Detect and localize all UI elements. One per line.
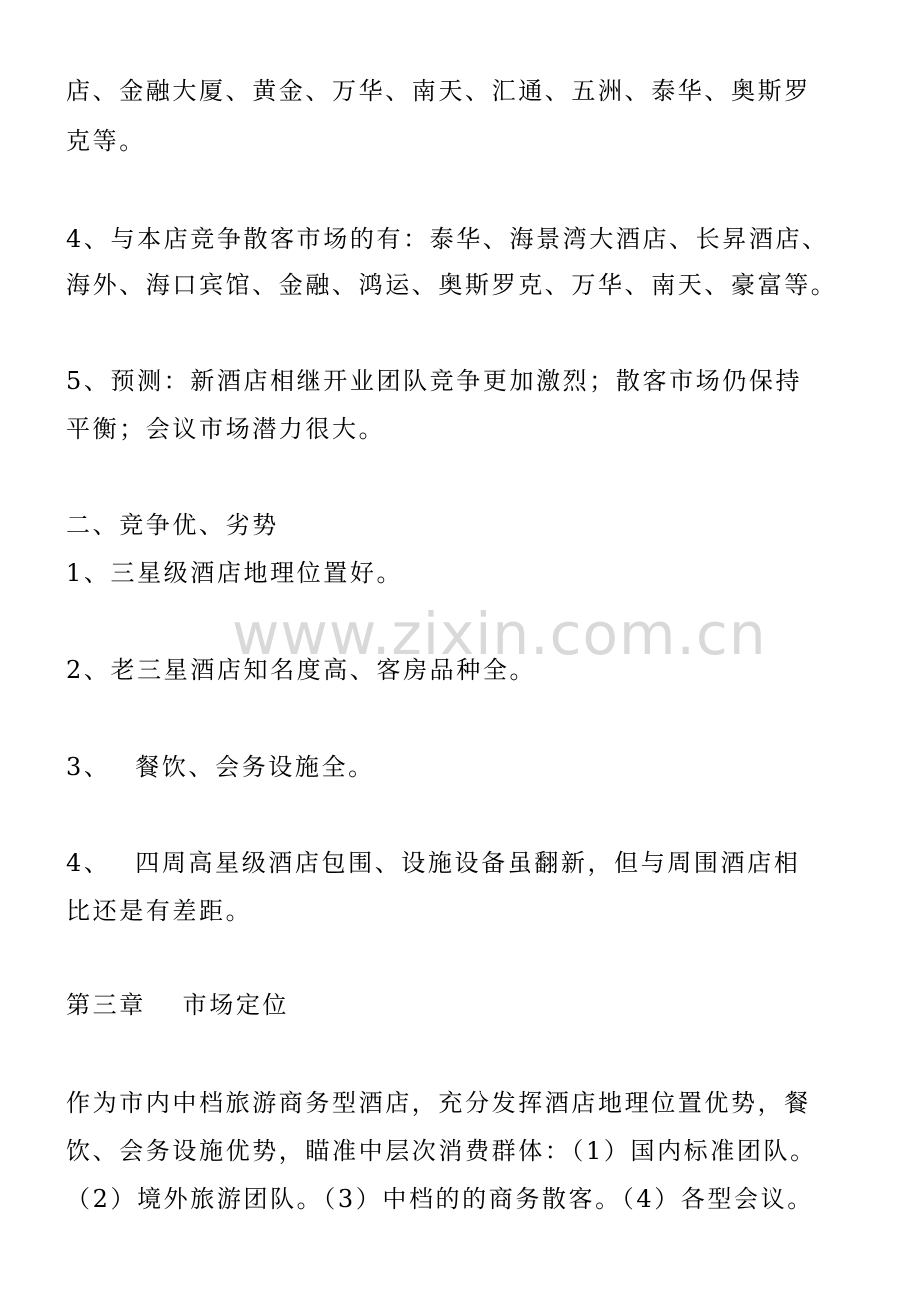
text-line: 5、预测：新酒店相继开业团队竞争更加激烈；散客市场仍保持 <box>66 367 803 395</box>
text-line: 2、老三星酒店知名度高、客房品种全。 <box>66 656 537 684</box>
text-line: 作为市内中档旅游商务型酒店，充分发挥酒店地理位置优势，餐 <box>66 1089 811 1117</box>
text-line: 1、三星级酒店地理位置好。 <box>66 559 404 587</box>
text-line: 海外、海口宾馆、金融、鸿运、奥斯罗克、万华、南天、豪富等。 <box>66 271 838 299</box>
text-line: 4、与本店竞争散客市场的有：泰华、海景湾大酒店、长昇酒店、 <box>66 225 829 253</box>
text-line: （2）境外旅游团队。（3）中档的的商务散客。（4）各型会议。 <box>66 1185 814 1213</box>
section-heading: 二、竞争优、劣势 <box>66 511 279 539</box>
text-line: 平衡；会议市场潜力很大。 <box>66 415 386 443</box>
watermark: www.zixin.com.cn <box>232 600 767 668</box>
text-line: 比还是有差距。 <box>66 897 253 925</box>
text-line: 克等。 <box>66 127 146 155</box>
text-line: 店、金融大厦、黄金、万华、南天、汇通、五洲、泰华、奥斯罗 <box>66 77 811 105</box>
text-line: 4、 四周高星级酒店包围、设施设备虽翻新，但与周围酒店相 <box>66 849 801 877</box>
text-line: 饮、会务设施优势，瞄准中层次消费群体：（1）国内标准团队。 <box>66 1137 817 1165</box>
chapter-heading: 第三章 市场定位 <box>66 991 290 1019</box>
text-line: 3、 餐饮、会务设施全。 <box>66 753 375 781</box>
